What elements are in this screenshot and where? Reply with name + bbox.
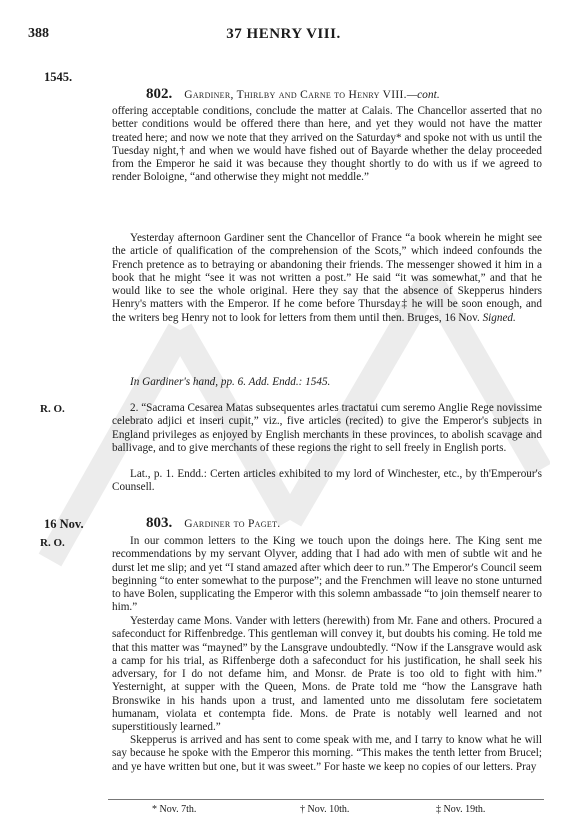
entry-802-cont: —cont.	[406, 89, 440, 101]
footnote-rule	[108, 799, 544, 800]
entry-802-title: Gardiner, Thirlby and Carne to Henry VIII.	[184, 89, 407, 101]
entry-802-source: In Gardiner's hand, pp. 6. Add. Endd.: 1545.	[130, 376, 331, 388]
entry-802-item-2-source: Lat., p. 1. Endd.: Certen articles exhibited to my lord of Winchester, etc., by th'Emperour's Counsell.	[112, 468, 542, 494]
footnotes	[112, 804, 542, 818]
entry-802-signed: Signed.	[482, 311, 516, 324]
entry-802-heading	[146, 86, 440, 103]
page-header	[0, 26, 567, 48]
entry-803-paragraph-2: Yesterday came Mons. Vander with letters (herewith) from Mr. Fane and others. Procured a safeconduct for Riffenbredge. This gentleman will convey it, but doubts his coming. He told me that this matter was “mayned” by the Lansgrave undoubtedly. “Now if the Lansgrave would ask a camp for his trial, as Riffenberge doth a safeconduct for his justification, he shall seek his adversary, for I do not defame him, and Monsr. de Prate is too old to fight with him.” Yesternight, at supper with the Queen, Mons. de Prate told me “how the Lansgrave hath Bronswike in his hands upon a trust, and lamented unto me dissolutam fere societatem humanam, violata et contempta fide. Mons. de Prate is notably well learned and not superstitiously learned.”	[112, 615, 542, 734]
footnote-2: † Nov. 10th.	[300, 804, 350, 815]
entry-802-item-2: 2. “Sacrama Cesarea Matas subsequentes arles tractatui cum seremo Anglie Rege novissime celebrato adjici et inseri cupit,” viz., five articles (recited) to give the Emperor's subjects in England privileges as enjoyed by English merchants in these provinces, to abolish scavage and ballivage, and to give merchants of these regions the right to sell freely in English ports.	[112, 402, 542, 454]
margin-year: 1545.	[44, 70, 73, 84]
entry-803-title: Gardiner to Paget.	[184, 518, 281, 530]
running-title: 37 HENRY VIII.	[226, 26, 341, 42]
page-number: 388	[28, 26, 49, 41]
entry-803-heading	[146, 515, 280, 532]
margin-ro-1: R. O.	[40, 403, 65, 415]
entry-803-paragraph-3: Skepperus is arrived and has sent to come speak with me, and I tarry to know what he will say because he spoke with the Emperor this morning. “This makes the tenth letter from Brucel; and ye have written but one, but it was sweet.” For haste we keep no copies of our letters. Pray	[112, 734, 542, 773]
footnote-3: ‡ Nov. 19th.	[436, 804, 486, 815]
margin-ro-2: R. O.	[40, 537, 65, 549]
entry-802-number: 802.	[146, 86, 173, 102]
entry-802-paragraph-1: offering acceptable conditions, conclude the matter at Calais. The Chancellor asserted that no better conditions would be offered there than here, and yet they would not have the matter treated here; and now we note that they arrived on the Saturday* and spoke not with us until the Tuesday night,† and when we would have fished out of Bayarde whether the delay proceeded from the Emperor he said it was because they thought shortly to do with us if we agreed to render Boloigne, “and otherwise they might not meddle.”	[112, 105, 542, 184]
entry-802-paragraph-2-text: Yesterday afternoon Gardiner sent the Chancellor of France “a book wherein he might see the article of qualification of the comprehension of the Scots,” which indeed confounds the French pretence as to betraying or abandoning their friends. The messenger showed it him in a book that he might “see it was not written a post.” He said “it was somewhat,” and that he would like to see the whole original. Here they say that the absence of Skepperus hinders Henry's matters with the Emperor. If he come before Thursday‡ he will be soon enough, and the writers beg Henry not to look for letters from them until then. Bruges, 16 Nov.	[112, 232, 542, 324]
entry-802-paragraph-2	[112, 232, 542, 325]
entry-803-number: 803.	[146, 515, 173, 531]
footnote-1: * Nov. 7th.	[152, 804, 197, 815]
entry-803-paragraph-1: In our common letters to the King we touch upon the doings here. The King sent me recommendations by my servant Olyver, adding that I had ado with men of subtle wit and he durst let me slip; and yet “I stand amazed after which deer to run.” The Emperor's Council seem beginning “to enter somewhat to the purpose”; and the Frenchmen will leave no stone unturned to have Bolen, supplicating the Emperor with this solemn ambassade “to join themself nearer to him.”	[112, 535, 542, 614]
margin-date-16-nov: 16 Nov.	[44, 517, 84, 531]
